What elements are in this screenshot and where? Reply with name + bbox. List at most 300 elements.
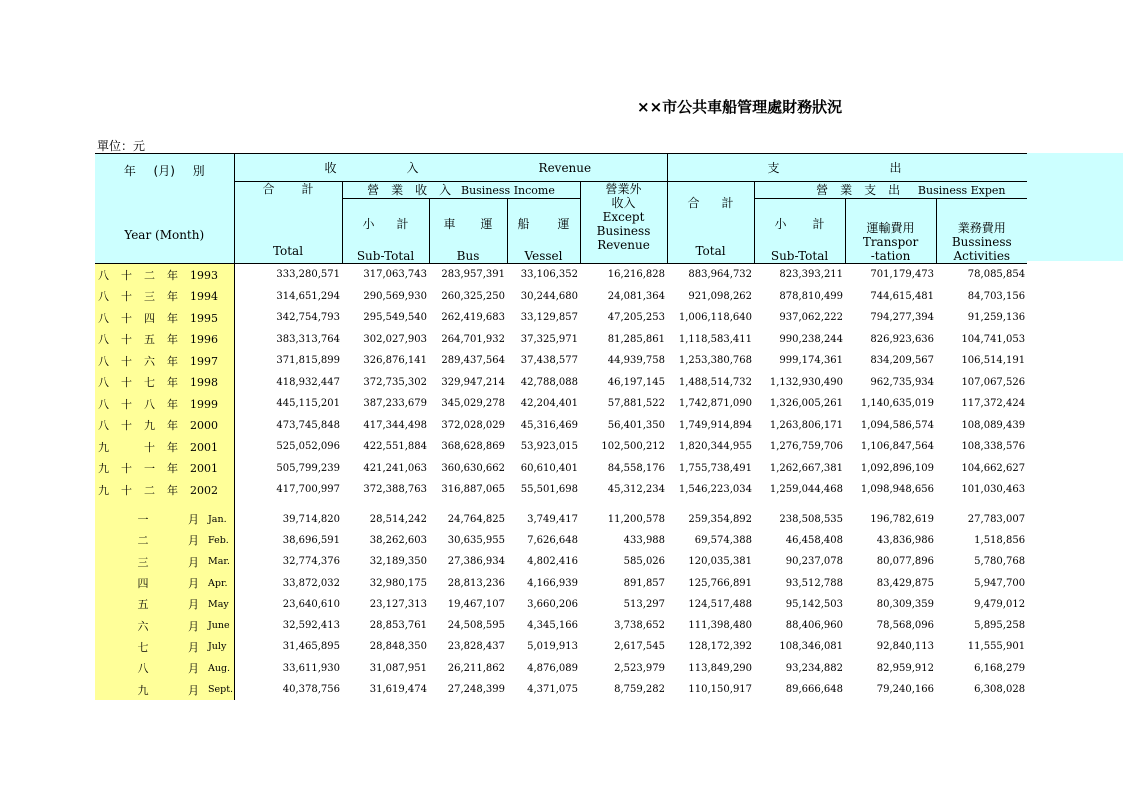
table-cell: 42,788,088 bbox=[520, 376, 578, 388]
table-cell: 111,398,480 bbox=[688, 620, 753, 632]
table-cell: 834,209,567 bbox=[870, 355, 935, 367]
year-char: 十 bbox=[121, 419, 132, 433]
table-cell: 962,735,934 bbox=[870, 376, 935, 388]
year-char: 十 bbox=[121, 462, 132, 476]
month-suffix: 月 bbox=[188, 640, 199, 654]
spacer-cell bbox=[234, 501, 1027, 509]
table-cell: 317,063,743 bbox=[363, 269, 427, 281]
table-cell: 24,764,825 bbox=[447, 513, 505, 525]
table-cell: 28,813,236 bbox=[447, 577, 505, 589]
table-cell: 83,429,875 bbox=[876, 577, 935, 589]
year-char: 六 bbox=[144, 354, 155, 368]
table-cell: 4,166,939 bbox=[527, 577, 578, 589]
row-label bbox=[95, 594, 234, 615]
table-cell: 23,127,313 bbox=[369, 598, 427, 610]
table-cell: 44,939,758 bbox=[607, 355, 666, 367]
year-char: 年 bbox=[167, 376, 178, 390]
table-cell: 95,142,503 bbox=[785, 598, 844, 610]
year-char: 八 bbox=[98, 290, 109, 304]
year-char: 十 bbox=[121, 483, 132, 497]
table-cell: 421,241,063 bbox=[363, 462, 427, 474]
table-cell: 3,749,417 bbox=[527, 513, 578, 525]
table-cell: 3,660,206 bbox=[527, 598, 578, 610]
table-row bbox=[95, 372, 1027, 394]
table-row bbox=[95, 458, 1027, 480]
table-cell: 6,308,028 bbox=[974, 684, 1026, 696]
table-cell: 372,028,029 bbox=[441, 419, 505, 431]
table-cell: 342,754,793 bbox=[276, 312, 340, 324]
table-cell: 108,338,576 bbox=[961, 441, 1026, 453]
row-label bbox=[95, 509, 234, 530]
table-cell: 11,555,901 bbox=[967, 641, 1026, 653]
table-cell: 921,098,262 bbox=[688, 290, 753, 302]
table-cell: 38,696,591 bbox=[282, 534, 340, 546]
year-char: 九 bbox=[98, 483, 109, 497]
month-suffix: 月 bbox=[188, 683, 199, 697]
month-en: Feb. bbox=[208, 534, 229, 546]
table-cell: 371,815,899 bbox=[276, 355, 340, 367]
table-cell: 4,345,166 bbox=[527, 620, 578, 632]
year-char: 十 bbox=[121, 333, 132, 347]
table-cell: 1,094,586,574 bbox=[860, 419, 935, 431]
year-char: 二 bbox=[144, 268, 155, 282]
table-body bbox=[95, 264, 1027, 701]
table-cell: 43,836,986 bbox=[876, 534, 935, 546]
table-cell: 31,465,895 bbox=[282, 641, 340, 653]
table-cell: 113,849,290 bbox=[688, 662, 753, 674]
table-cell: 69,574,388 bbox=[694, 534, 753, 546]
month-suffix: 月 bbox=[188, 555, 199, 569]
table-cell: 107,067,526 bbox=[961, 376, 1026, 388]
header-revenue: 收 入 Revenue bbox=[234, 154, 667, 182]
table-cell: 1,132,930,490 bbox=[769, 376, 844, 388]
spacer-label bbox=[95, 501, 234, 509]
header-bus: 車 運 Bus bbox=[429, 199, 507, 264]
year-char: 年 bbox=[167, 440, 178, 454]
table-cell: 40,378,756 bbox=[282, 684, 340, 696]
table-cell: 33,872,032 bbox=[282, 577, 340, 589]
table-cell: 372,735,302 bbox=[363, 376, 427, 388]
month-en: Sept. bbox=[208, 684, 234, 696]
table-cell: 46,458,408 bbox=[785, 534, 844, 546]
table-cell: 1,488,514,732 bbox=[678, 376, 753, 388]
row-label bbox=[95, 658, 234, 679]
table-row bbox=[95, 329, 1027, 351]
table-row bbox=[95, 264, 1027, 286]
table-cell: 57,881,522 bbox=[607, 398, 666, 410]
table-cell: 5,895,258 bbox=[974, 620, 1026, 632]
table-cell: 117,372,424 bbox=[961, 398, 1026, 410]
table-cell: 2,617,545 bbox=[614, 641, 666, 653]
table-cell: 45,312,234 bbox=[607, 484, 666, 496]
page-title: ××市公共車船管理處財務狀況 bbox=[637, 98, 843, 116]
table-cell: 1,276,759,706 bbox=[769, 441, 844, 453]
row-label bbox=[95, 530, 234, 551]
year-char: 十 bbox=[121, 268, 132, 282]
year-char: 八 bbox=[98, 268, 109, 282]
table-cell: 883,964,732 bbox=[688, 269, 753, 281]
table-cell: 26,211,862 bbox=[447, 662, 505, 674]
table-cell: 316,887,065 bbox=[441, 484, 505, 496]
row-label bbox=[95, 415, 234, 437]
table-cell: 333,280,571 bbox=[276, 269, 340, 281]
row-label bbox=[95, 436, 234, 458]
table-cell: 46,197,145 bbox=[607, 376, 666, 388]
table-cell: 891,857 bbox=[623, 577, 666, 589]
table-row bbox=[95, 415, 1027, 437]
row-label bbox=[95, 350, 234, 372]
month-en: Mar. bbox=[208, 556, 230, 568]
table-cell: 329,947,214 bbox=[441, 376, 505, 388]
year-char: 七 bbox=[144, 376, 155, 390]
year-char: 九 bbox=[98, 462, 109, 476]
table-cell: 31,087,951 bbox=[369, 662, 427, 674]
table-cell: 92,840,113 bbox=[876, 641, 935, 653]
year-char: 年 bbox=[167, 483, 178, 497]
header-year-en: Year (Month) bbox=[124, 228, 205, 242]
header-business-income: 營 業 收 入 Business Income bbox=[342, 182, 580, 199]
table-cell: 5,780,768 bbox=[974, 556, 1026, 568]
year-number: 2001 bbox=[190, 440, 218, 454]
table-cell: 32,592,413 bbox=[282, 620, 340, 632]
table-cell: 30,635,955 bbox=[447, 534, 505, 546]
table-cell: 433,988 bbox=[623, 534, 666, 546]
table-cell: 125,766,891 bbox=[688, 577, 753, 589]
table-cell: 295,549,540 bbox=[363, 312, 427, 324]
header-vessel: 船 運 Vessel bbox=[507, 199, 580, 264]
table-cell: 6,168,279 bbox=[974, 662, 1026, 674]
table-cell: 260,325,250 bbox=[441, 290, 505, 302]
year-number: 1998 bbox=[190, 376, 218, 390]
month-char: 六 bbox=[137, 619, 149, 633]
table-cell: 39,714,820 bbox=[282, 513, 340, 525]
year-char: 八 bbox=[98, 397, 109, 411]
table-cell: 368,628,869 bbox=[441, 441, 505, 453]
table-cell: 47,205,253 bbox=[607, 312, 666, 324]
table-cell: 90,237,078 bbox=[785, 556, 844, 568]
year-number: 1995 bbox=[190, 311, 218, 325]
month-char: 五 bbox=[137, 598, 149, 612]
table-cell: 31,619,474 bbox=[369, 684, 427, 696]
table-cell: 78,085,854 bbox=[967, 269, 1026, 281]
table-row bbox=[95, 393, 1027, 415]
table-cell: 81,285,861 bbox=[607, 333, 666, 345]
row-label bbox=[95, 572, 234, 593]
header-expense: 支 出 bbox=[667, 154, 1027, 182]
header-exp-subtotal: 小 計 Sub-Total bbox=[754, 199, 845, 264]
table-cell: 290,569,930 bbox=[363, 290, 427, 302]
unit-label: 單位：元 bbox=[97, 139, 146, 153]
table-cell: 93,234,882 bbox=[785, 662, 844, 674]
year-char: 三 bbox=[144, 290, 155, 304]
table-cell: 106,514,191 bbox=[961, 355, 1026, 367]
table-cell: 60,610,401 bbox=[520, 462, 578, 474]
year-char: 四 bbox=[144, 311, 155, 325]
table-cell: 120,035,381 bbox=[688, 556, 753, 568]
row-label bbox=[95, 329, 234, 351]
table-cell: 101,030,463 bbox=[961, 484, 1026, 496]
year-char: 二 bbox=[144, 483, 155, 497]
year-number: 1993 bbox=[190, 268, 218, 282]
table-cell: 1,118,583,411 bbox=[678, 333, 753, 345]
year-char: 八 bbox=[144, 397, 155, 411]
table-cell: 1,098,948,656 bbox=[860, 484, 935, 496]
table-cell: 80,077,896 bbox=[876, 556, 935, 568]
table-row bbox=[95, 479, 1027, 501]
month-char: 三 bbox=[137, 555, 149, 569]
table-cell: 1,749,914,894 bbox=[678, 419, 753, 431]
table-cell: 262,419,683 bbox=[441, 312, 505, 324]
table-cell: 417,700,997 bbox=[276, 484, 340, 496]
year-char: 十 bbox=[144, 440, 155, 454]
table-cell: 1,326,005,261 bbox=[769, 398, 844, 410]
table-row bbox=[95, 679, 1027, 700]
table-cell: 28,853,761 bbox=[369, 620, 427, 632]
table-cell: 19,467,107 bbox=[447, 598, 505, 610]
row-label bbox=[95, 264, 234, 286]
table-cell: 387,233,679 bbox=[363, 398, 427, 410]
header-rev-total: 合 計 Total bbox=[234, 182, 342, 264]
table-cell: 55,501,698 bbox=[520, 484, 578, 496]
table-cell: 102,500,212 bbox=[601, 441, 666, 453]
table-row bbox=[95, 594, 1027, 615]
table-row bbox=[95, 509, 1027, 530]
table-cell: 794,277,394 bbox=[870, 312, 935, 324]
table-cell: 33,611,930 bbox=[282, 662, 340, 674]
table-cell: 27,783,007 bbox=[967, 513, 1026, 525]
table-cell: 1,253,380,768 bbox=[678, 355, 753, 367]
year-char: 八 bbox=[98, 376, 109, 390]
table-cell: 4,802,416 bbox=[527, 556, 578, 568]
year-char: 年 bbox=[167, 419, 178, 433]
table-cell: 84,558,176 bbox=[607, 462, 666, 474]
table-cell: 4,876,089 bbox=[527, 662, 578, 674]
table-cell: 314,651,294 bbox=[276, 290, 340, 302]
table-cell: 4,371,075 bbox=[527, 684, 578, 696]
table-cell: 1,262,667,381 bbox=[769, 462, 844, 474]
month-suffix: 月 bbox=[188, 534, 199, 548]
month-en: June bbox=[208, 620, 230, 632]
row-label bbox=[95, 286, 234, 308]
table-row bbox=[95, 636, 1027, 657]
row-label bbox=[95, 615, 234, 636]
table-cell: 990,238,244 bbox=[779, 333, 844, 345]
month-suffix: 月 bbox=[188, 577, 199, 591]
header-rev-subtotal: 小 計 Sub-Total bbox=[342, 199, 429, 264]
header-year: 年 (月) 別 Year (Month) bbox=[95, 154, 234, 264]
table-cell: 82,959,912 bbox=[876, 662, 935, 674]
row-label bbox=[95, 679, 234, 700]
table-cell: 8,759,282 bbox=[614, 684, 666, 696]
year-number: 2000 bbox=[190, 419, 218, 433]
year-char: 十 bbox=[121, 376, 132, 390]
row-label bbox=[95, 307, 234, 329]
table-cell: 7,626,648 bbox=[527, 534, 578, 546]
month-suffix: 月 bbox=[188, 662, 199, 676]
month-en: July bbox=[208, 641, 227, 653]
table-cell: 42,204,401 bbox=[520, 398, 578, 410]
table-cell: 1,140,635,019 bbox=[860, 398, 935, 410]
table-cell: 84,703,156 bbox=[967, 290, 1026, 302]
table-cell: 513,297 bbox=[623, 598, 666, 610]
row-label bbox=[95, 458, 234, 480]
table-cell: 937,062,222 bbox=[779, 312, 844, 324]
table-cell: 744,615,481 bbox=[870, 290, 935, 302]
table-cell: 23,828,437 bbox=[447, 641, 505, 653]
year-number: 2002 bbox=[190, 483, 218, 497]
table-cell: 1,546,223,034 bbox=[678, 484, 753, 496]
table-cell: 38,262,603 bbox=[369, 534, 427, 546]
table-cell: 372,388,763 bbox=[363, 484, 427, 496]
month-en: Apr. bbox=[208, 577, 228, 589]
table-cell: 37,438,577 bbox=[520, 355, 578, 367]
table-cell: 196,782,619 bbox=[870, 513, 935, 525]
year-char: 年 bbox=[167, 290, 178, 304]
month-en: May bbox=[208, 598, 229, 610]
table-cell: 108,346,081 bbox=[779, 641, 844, 653]
table-cell: 417,344,498 bbox=[363, 419, 427, 431]
table-cell: 45,316,469 bbox=[520, 419, 578, 431]
year-char: 十 bbox=[121, 354, 132, 368]
header-business-fee: 業務費用 Bussiness Activities bbox=[936, 199, 1027, 264]
table-cell: 826,923,636 bbox=[870, 333, 935, 345]
year-char: 年 bbox=[167, 462, 178, 476]
table-cell: 23,640,610 bbox=[282, 598, 340, 610]
table-cell: 28,848,350 bbox=[369, 641, 427, 653]
table-cell: 473,745,848 bbox=[276, 419, 340, 431]
table-row bbox=[95, 658, 1027, 679]
year-number: 2001 bbox=[190, 462, 218, 476]
table-row bbox=[95, 572, 1027, 593]
table-cell: 2,523,979 bbox=[614, 662, 666, 674]
table-row bbox=[95, 307, 1027, 329]
header-exp-total: 合 計 Total bbox=[667, 182, 754, 264]
table-cell: 326,876,141 bbox=[363, 355, 427, 367]
table-cell: 88,406,960 bbox=[785, 620, 844, 632]
table-cell: 445,115,201 bbox=[276, 398, 340, 410]
finance-table bbox=[95, 153, 1027, 700]
year-char: 年 bbox=[167, 311, 178, 325]
table-cell: 89,666,648 bbox=[785, 684, 844, 696]
table-cell: 32,774,376 bbox=[282, 556, 340, 568]
year-number: 1994 bbox=[190, 290, 218, 304]
month-char: 四 bbox=[137, 577, 149, 591]
year-number: 1997 bbox=[190, 354, 218, 368]
month-suffix: 月 bbox=[188, 513, 199, 527]
table-cell: 24,081,364 bbox=[607, 290, 666, 302]
row-label bbox=[95, 636, 234, 657]
table-cell: 585,026 bbox=[623, 556, 666, 568]
table-cell: 32,980,175 bbox=[369, 577, 427, 589]
table-cell: 1,755,738,491 bbox=[678, 462, 753, 474]
table-cell: 91,259,136 bbox=[967, 312, 1026, 324]
month-suffix: 月 bbox=[188, 619, 199, 633]
month-char: 二 bbox=[137, 534, 149, 548]
table-cell: 124,517,488 bbox=[688, 598, 753, 610]
table-cell: 259,354,892 bbox=[688, 513, 753, 525]
year-char: 年 bbox=[167, 268, 178, 282]
table-cell: 110,150,917 bbox=[688, 684, 753, 696]
table-cell: 128,172,392 bbox=[688, 641, 753, 653]
table-cell: 289,437,564 bbox=[441, 355, 505, 367]
table-cell: 422,551,884 bbox=[363, 441, 427, 453]
table-row bbox=[95, 551, 1027, 572]
year-char: 十 bbox=[121, 311, 132, 325]
table-row bbox=[95, 286, 1027, 308]
table-cell: 1,092,896,109 bbox=[860, 462, 935, 474]
month-char: 一 bbox=[137, 513, 149, 527]
year-char: 八 bbox=[98, 311, 109, 325]
table-cell: 93,512,788 bbox=[785, 577, 844, 589]
table-cell: 56,401,350 bbox=[607, 419, 666, 431]
table-cell: 5,019,913 bbox=[527, 641, 578, 653]
table-cell: 345,029,278 bbox=[441, 398, 505, 410]
table-cell: 33,129,857 bbox=[520, 312, 578, 324]
year-char: 八 bbox=[98, 354, 109, 368]
table-cell: 505,799,239 bbox=[276, 462, 340, 474]
header-business-expense: 營 業 支 出 Business Expen bbox=[754, 182, 1027, 199]
year-char: 十 bbox=[121, 290, 132, 304]
table-row bbox=[95, 530, 1027, 551]
year-char: 一 bbox=[144, 462, 155, 476]
table-cell: 80,309,359 bbox=[876, 598, 935, 610]
table-cell: 823,393,211 bbox=[779, 269, 844, 281]
row-label bbox=[95, 372, 234, 394]
year-char: 年 bbox=[167, 397, 178, 411]
year-char: 五 bbox=[144, 333, 155, 347]
table-cell: 11,200,578 bbox=[607, 513, 666, 525]
table-cell: 1,006,118,640 bbox=[678, 312, 753, 324]
table-cell: 24,508,595 bbox=[447, 620, 505, 632]
table-cell: 78,568,096 bbox=[876, 620, 935, 632]
spacer-row bbox=[95, 501, 1027, 509]
table-cell: 701,179,473 bbox=[870, 269, 935, 281]
table-cell: 1,742,871,090 bbox=[678, 398, 753, 410]
table-cell: 5,947,700 bbox=[974, 577, 1026, 589]
table-cell: 3,738,652 bbox=[614, 620, 666, 632]
row-label bbox=[95, 393, 234, 415]
row-label bbox=[95, 551, 234, 572]
table-cell: 283,957,391 bbox=[441, 269, 505, 281]
year-number: 1999 bbox=[190, 397, 218, 411]
year-char: 九 bbox=[98, 440, 109, 454]
table-row bbox=[95, 350, 1027, 372]
table-cell: 104,662,627 bbox=[961, 462, 1026, 474]
month-en: Aug. bbox=[208, 662, 231, 674]
month-char: 七 bbox=[137, 640, 149, 654]
header-transport: 運輸費用 Transpor -tation bbox=[845, 199, 936, 264]
table-cell: 30,244,680 bbox=[520, 290, 578, 302]
year-char: 十 bbox=[121, 397, 132, 411]
table-cell: 264,701,932 bbox=[441, 333, 505, 345]
table-cell: 360,630,662 bbox=[441, 462, 505, 474]
header-fill-extension bbox=[1027, 153, 1123, 261]
table-cell: 79,240,166 bbox=[876, 684, 935, 696]
table-cell: 28,514,242 bbox=[369, 513, 427, 525]
year-char: 年 bbox=[167, 354, 178, 368]
table-cell: 27,386,934 bbox=[447, 556, 505, 568]
header-non-operating: 營業外 收入 Except Business Revenue bbox=[580, 182, 667, 264]
table-cell: 1,106,847,564 bbox=[860, 441, 935, 453]
table-cell: 1,518,856 bbox=[974, 534, 1026, 546]
year-char: 八 bbox=[98, 333, 109, 347]
table-cell: 27,248,399 bbox=[447, 684, 505, 696]
table-cell: 53,923,015 bbox=[520, 441, 578, 453]
month-char: 八 bbox=[137, 662, 149, 676]
table-cell: 383,313,764 bbox=[276, 333, 340, 345]
month-char: 九 bbox=[137, 683, 149, 697]
month-suffix: 月 bbox=[188, 598, 199, 612]
